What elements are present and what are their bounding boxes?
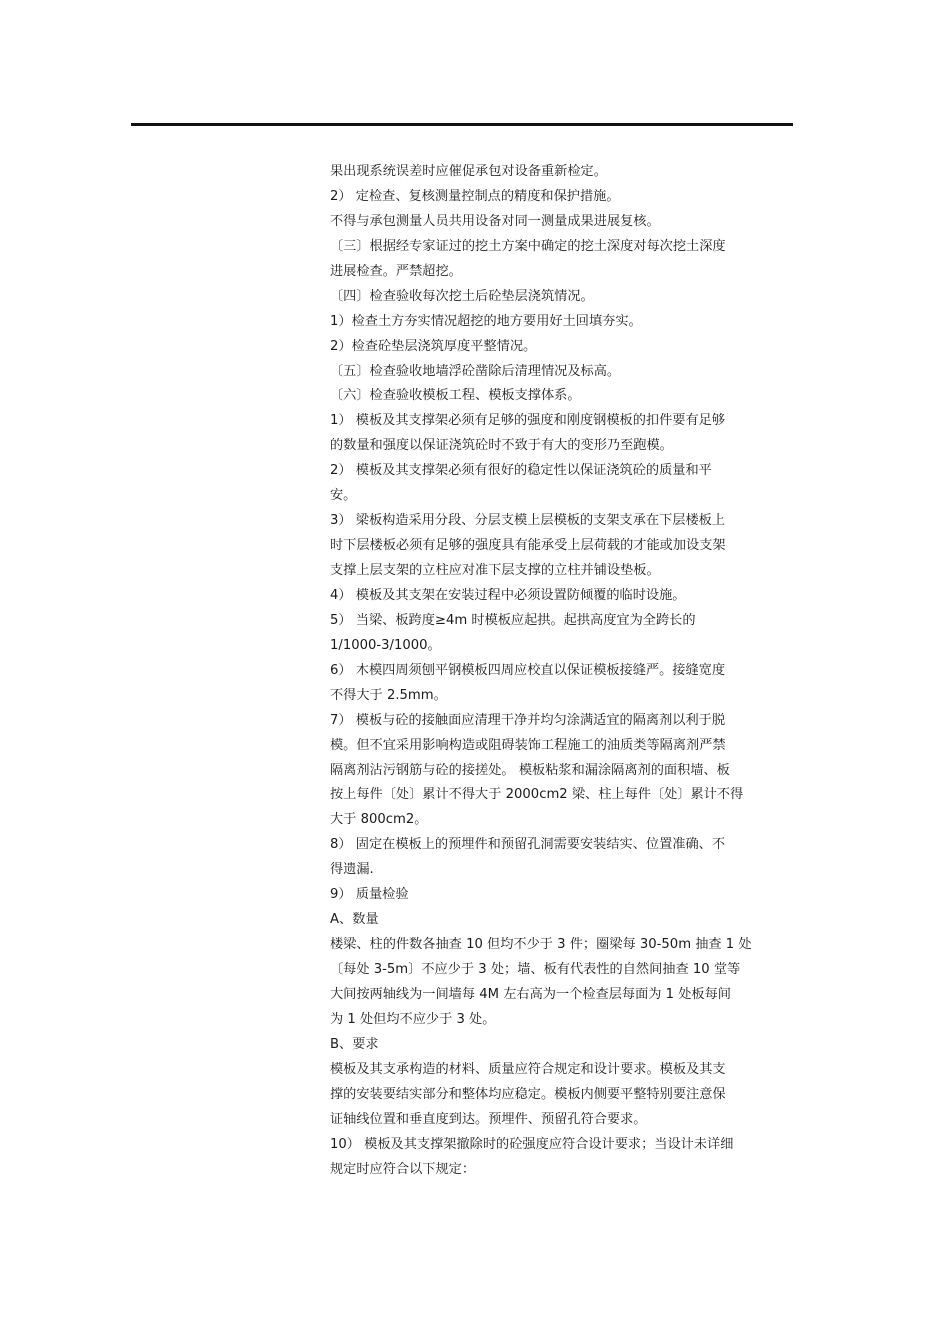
text-line: 证轴线位置和垂直度到达。预埋件、预留孔符合要求。 (330, 1111, 647, 1127)
text-line: 2） 模板及其支撑架必须有很好的稳定性以保证浇筑砼的质量和平 (330, 463, 712, 479)
text-line: 1/1000-3/1000。 (330, 637, 441, 653)
text-line: 9） 质量检验 (330, 887, 409, 903)
text-line: 不得与承包测量人员共用设备对同一测量成果进展复核。 (330, 213, 660, 229)
text-line: 1）检查土方夯实情况超挖的地方要用好土回填夯实。 (330, 313, 642, 329)
text-line: 2）检查砼垫层浇筑厚度平整情况。 (330, 338, 537, 354)
text-line: 6） 木模四周须刨平钢模板四周应校直以保证模板接缝严。接缝宽度 (330, 662, 726, 678)
text-line: 〔三〕根据经专家证过的挖土方案中确定的挖土深度对每次挖土深度 (330, 238, 726, 254)
header-rule (131, 123, 793, 126)
text-line: 〔五〕检查验收地墙浮砼凿除后清理情况及标高。 (330, 363, 621, 379)
text-line: 7） 模板与砼的接触面应清理干净并均匀涂满适宜的隔离剂以利于脱 (330, 712, 726, 728)
text-line: 撑的安装要结实部分和整体均应稳定。模板内侧要平整特别要注意保 (330, 1086, 726, 1102)
text-line: 〔六〕检查验收模板工程、模板支撑体系。 (330, 388, 581, 404)
text-line: 〔每处 3-5m〕不应少于 3 处；墙、板有代表性的自然间抽查 10 堂等 (330, 962, 741, 977)
text-line: 时下层楼板必须有足够的强度具有能承受上层荷载的才能或加设支架 (330, 538, 726, 554)
text-line: 大于 800cm2。 (330, 812, 428, 828)
text-line: 模。但不宜采用影响构造或阻碍装饰工程施工的油质类等隔离剂严禁 (330, 737, 726, 753)
text-line: 得遗漏. (330, 862, 374, 878)
text-line: 不得大于 2.5mm。 (330, 687, 447, 703)
text-line: 大间按两轴线为一间墙每 4M 左右高为一个检查层每面为 1 处板每间 (330, 986, 731, 1002)
text-line: 5） 当梁、板跨度≥4m 时模板应起拱。起拱高度宜为全跨长的 (330, 612, 696, 628)
text-line: 〔四〕检查验收每次挖土后砼垫层浇筑情况。 (330, 288, 594, 304)
text-line: 1） 模板及其支撑架必须有足够的强度和刚度钢模板的扣件要有足够 (330, 413, 726, 429)
text-line: B、要求 (330, 1036, 379, 1052)
text-line: 模板及其支承构造的材料、质量应符合规定和设计要求。模板及其支 (330, 1061, 726, 1077)
text-line: 支撑上层支架的立柱应对准下层支撑的立柱并铺设垫板。 (330, 563, 660, 578)
text-line: 隔离剂沾污钢筋与砼的接搓处。 模板粘浆和漏涂隔离剂的面积墙、板 (330, 762, 730, 778)
text-line: 4） 模板及其支架在安装过程中必须设置防倾覆的临时设施。 (330, 587, 686, 603)
text-line: 安。 (330, 488, 357, 504)
text-line: 8） 固定在模板上的预埋件和预留孔洞需要安装结实、位置准确、不 (330, 837, 726, 853)
text-line: A、数量 (330, 912, 379, 928)
text-line: 楼梁、柱的件数各抽查 10 但均不少于 3 件；圈梁每 30-50m 抽查 1 处 (330, 937, 752, 953)
text-line: 进展检查。严禁超挖。 (330, 263, 462, 279)
text-line: 10） 模板及其支撑架撤除时的砼强度应符合设计要求；当设计未详细 (330, 1136, 734, 1152)
document-body (330, 160, 770, 1182)
text-line: 2） 定检查、复核测量控制点的精度和保护措施。 (330, 188, 620, 204)
text-line: 3） 梁板构造采用分段、分层支模上层模板的支架支承在下层楼板上 (330, 513, 726, 529)
text-line: 的数量和强度以保证浇筑砼时不致于有大的变形乃至跑模。 (330, 438, 673, 454)
text-line: 果出现系统误差时应催促承包对设备重新检定。 (330, 164, 607, 179)
text-line: 按上每件〔处〕累计不得大于 2000cm2 梁、柱上每件〔处〕累计不得 (330, 787, 744, 803)
text-line: 规定时应符合以下规定： (330, 1161, 476, 1177)
text-line: 为 1 处但均不应少于 3 处。 (330, 1011, 496, 1027)
